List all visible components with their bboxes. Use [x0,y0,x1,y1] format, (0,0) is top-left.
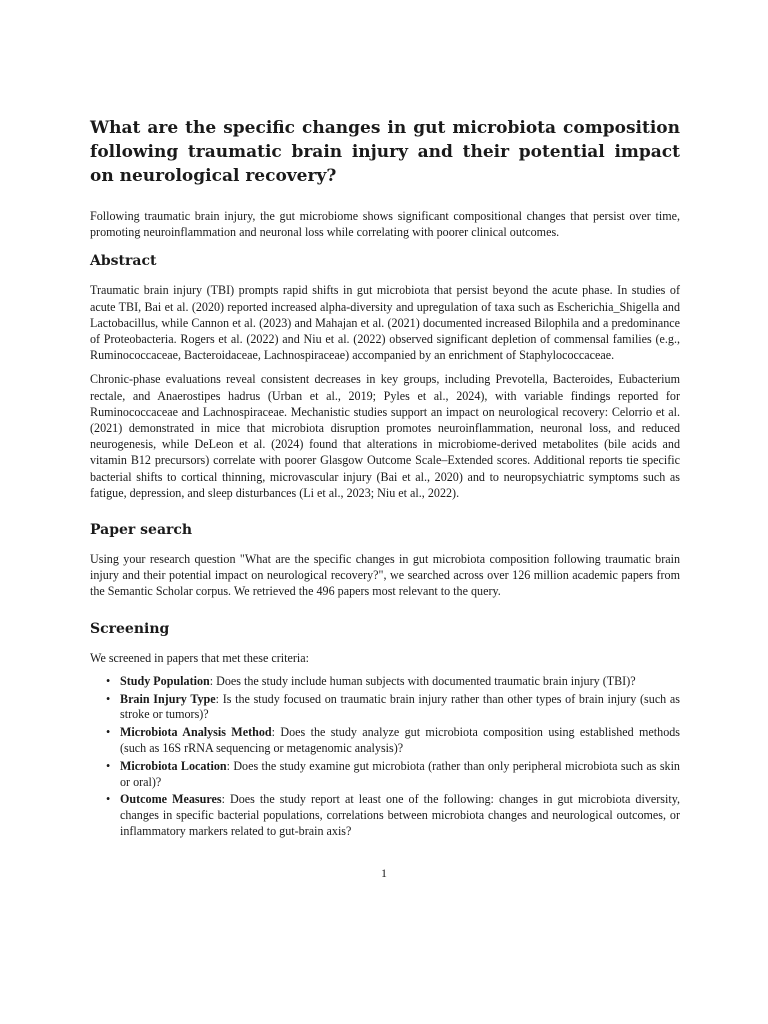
criteria-item [106,792,680,839]
criteria-label: Study Population [120,673,210,688]
bullet-icon: • [106,673,111,688]
screening-criteria-list [90,674,680,840]
criteria-label: Outcome Measures [120,792,222,807]
paper-title: What are the specific changes in gut microbiota composition following traumatic brain injury and their potential impact on neurological recovery? [90,118,680,186]
criteria-text: : Does the study report at least one of the following: changes in gut microbiota diversity, changes in specific bacterial populations, correlations between microbiota changes and neurological outcomes, or inflammatory markers related to gut-brain axis? [120,792,680,839]
paper-search-heading: Paper search [90,522,193,539]
page-number: 1 [381,866,387,880]
criteria-label: Microbiota Analysis Method [120,725,272,740]
abstract-paragraph-2: Chronic-phase evaluations reveal consistent decreases in key groups, including Prevotella, Bacteroides, Eubacterium rectale, and Anaerostipes hadrus (Urban et al., 2019; Pyles et al., 2024), with variable findings reported for Ruminococcaceae and Lachnospiraceae. Mechanistic studies support an impact on neurological recovery: Celorrio et al. (2021) demonstrated in mice that microbiota disruption promotes neuroinflammation, neuronal loss, and reduced neurogenesis, while DeLeon et al. (2024) found that alterations in microbiome-derived metabolites (bile acids and vitamin B12 precursors) correlate with poorer Glasgow Outcome Scale–Extended scores. Additional reports tie specific bacterial shifts to cortical thinning, microvascular injury (Bai et al., 2020) and to neuropsychiatric symptoms such as fatigue, depression, and sleep disturbances (Li et al., 2023; Niu et al., 2022). [90,372,680,500]
criteria-item [106,673,680,690]
criteria-item [106,725,681,757]
document-page [90,116,680,842]
criteria-item [106,691,680,724]
criteria-text: : Does the study examine gut microbiota (rather than only peripheral microbiota such as skin or oral)? [120,758,680,789]
abstract-heading: Abstract [90,253,157,270]
criteria-label: Brain Injury Type [120,691,216,706]
criteria-text: : Does the study analyze gut microbiota composition using established methods (such as 16S rRNA sequencing or metagenomic analysis)? [120,725,681,756]
criteria-label: Microbiota Location [120,758,227,773]
bullet-icon: • [106,758,111,773]
criteria-item [106,758,680,791]
bullet-icon: • [106,725,111,740]
bullet-icon: • [106,792,111,807]
abstract-paragraph-1: Traumatic brain injury (TBI) prompts rapid shifts in gut microbiota that persist beyond the acute phase. In studies of acute TBI, Bai et al. (2020) reported increased alpha-diversity and upregulation of taxa such as Escherichia_Shigella and Lactobacillus, while Cannon et al. (2023) and Mahajan et al. (2021) documented increased Bilophila and a predominance of Proteobacteria. Rogers et al. (2022) and Niu et al. (2022) observed significant depletion of commensal families (e.g., Ruminococcaceae, Bacteroidaceae, Lachnospiraceae) accompanied by an enrichment of Staphylococcaceae. [90,283,680,363]
summary-paragraph: Following traumatic brain injury, the gut microbiome shows significant compositional changes that persist over time, promoting neuroinflammation and neuronal loss while correlating with poorer clinical outcomes. [90,209,680,240]
paper-search-paragraph: Using your research question "What are the specific changes in gut microbiota composition following traumatic brain injury and their potential impact on neurological recovery?", we searched across over 126 million academic papers from the Semantic Scholar corpus. We retrieved the 496 papers most relevant to the query. [90,552,680,599]
screening-intro: We screened in papers that met these criteria: [90,650,309,665]
bullet-icon: • [106,691,111,706]
criteria-text: : Does the study include human subjects with documented traumatic brain injury (TBI)? [209,673,636,688]
screening-heading: Screening [90,620,170,637]
criteria-text: : Is the study focused on traumatic brain injury rather than other types of brain injury (such as stroke or tumors)? [120,691,680,722]
